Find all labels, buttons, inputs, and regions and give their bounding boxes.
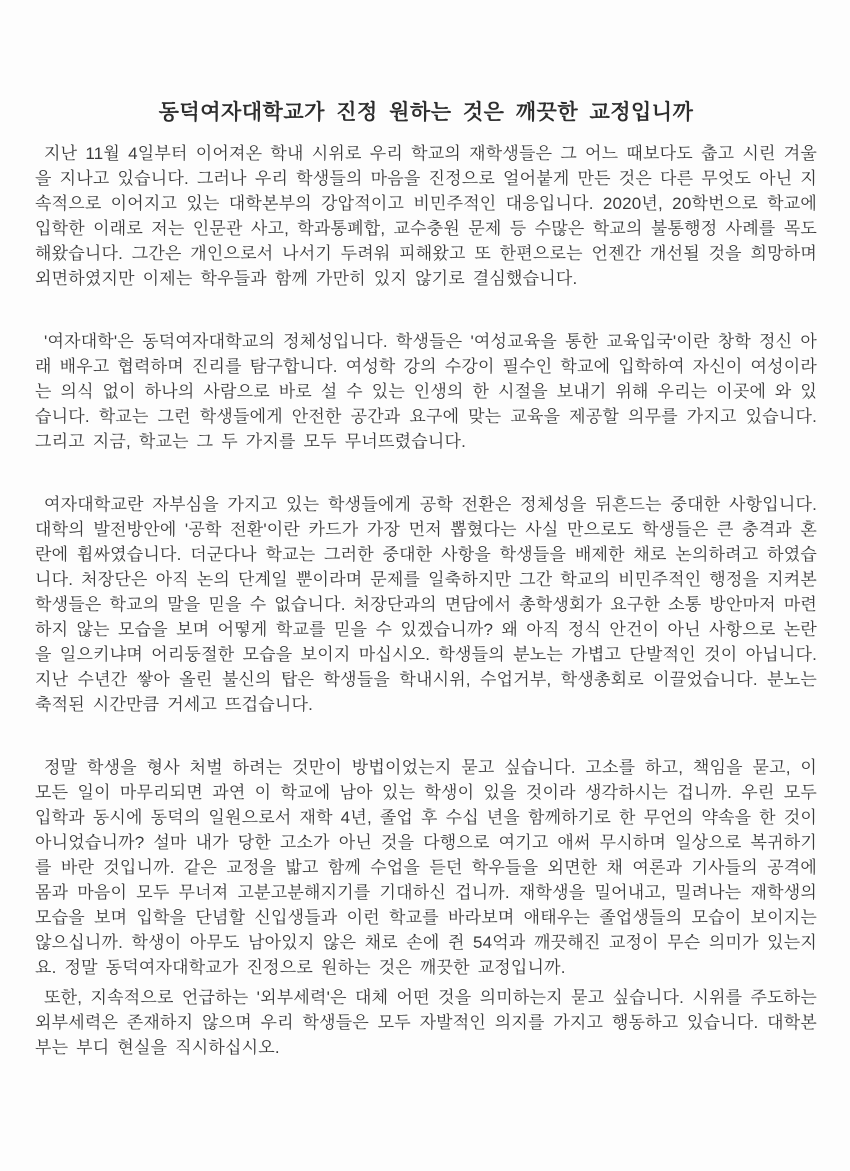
document-title: 동덕여자대학교가 진정 원하는 것은 깨끗한 교정입니까 (158, 101, 694, 124)
paragraph-coed-conversion-anger: 여자대학교란 자부심을 가지고 있는 학생들에게 공학 전환은 정체성을 뒤흔드는 중대한 사항입니다. 대학의 발전방안에 '공학 전환'이란 카드가 가장 먼저 뽑혔다는 사실 만으로도 학생들은 큰 충격과 혼란에 휩싸였습니다. 더군다나 학교는 그러한 중대한 사항을 학생들을 배제한 채로 논의하려고 하였습니다. 처장단은 아직 논의 단계일 뿐이라며 문제를 일축하지만 그간 학교의 비민주적인 행정을 지켜본 학생들은 학교의 말을 믿을 수 없습니다. 처장단과의 면담에서 총학생회가 요구한 소통 방안마저 마련하지 않는 모습을 보며 어떻게 학교를 믿을 수 있겠습니까? 왜 아직 정식 안건이 아닌 사항으로 논란을 일으키냐며 어리둥절한 모습을 보이지 마십시오. 학생들의 분노는 가볍고 단발적인 것이 아닙니다. 지난 수년간 쌓아 올린 불신의 탑은 학생들을 학내시위, 수업거부, 학생총회로 이끌었습니다. 분노는 축적된 시간만큼 거세고 뜨겁습니다. (35, 495, 817, 714)
paragraph-intro-protest: 지난 11월 4일부터 이어져온 학내 시위로 우리 학교의 재학생들은 그 어느 때보다도 춥고 시린 겨울을 지나고 있습니다. 그러나 우리 학생들의 마음을 진정으로 얼어붙게 만든 것은 다른 무엇도 아닌 지속적으로 이어지고 있는 대학본부의 강압적이고 비민주적인 대응입니다. 2020년, 20학번으로 학교에 입학한 이래로 저는 인문관 사고, 학과통폐합, 교수충원 문제 등 수많은 학교의 불통행정 사례를 목도해왔습니다. 그간은 개인으로서 나서기 두려워 피해왔고 또 한편으로는 언젠간 개선될 것을 희망하며 외면하였지만 이제는 학우들과 함께 가만히 있지 않기로 결심했습니다. (35, 144, 817, 288)
paragraph-criminal-punishment-question: 정말 학생을 형사 처벌 하려는 것만이 방법이었는지 묻고 싶습니다. 고소를 하고, 책임을 묻고, 이 모든 일이 마무리되면 과연 이 학교에 남아 있는 학생이 있을 것이라 생각하시는 겁니까. 우린 모두 입학과 동시에 동덕의 일원으로서 재학 4년, 졸업 후 수십 년을 함께하기로 한 무언의 약속을 한 것이 아니었습니까? 설마 내가 당한 고소가 아닌 것을 다행으로 여기고 애써 무시하며 일상으로 복귀하기를 바란 것입니까. 같은 교정을 밟고 함께 수업을 듣던 학우들을 외면한 채 여론과 기사들의 공격에 몸과 마음이 모두 무너져 고분고분해지기를 기대하신 겁니까. 재학생을 밀어내고, 밀려나는 재학생의 모습을 보며 입학을 단념할 신입생들과 이런 학교를 바라보며 애태우는 졸업생들의 모습이 보이지는 않으십니까. 학생이 아무도 남아있지 않은 채로 손에 쥔 54억과 깨끗해진 교정이 무슨 의미가 있는지요. 정말 동덕여자대학교가 진정으로 원하는 것은 깨끗한 교정입니까. (35, 758, 817, 977)
paragraph-outside-forces: 또한, 지속적으로 언급하는 '외부세력'은 대체 어떤 것을 의미하는지 묻고 싶습니다. 시위를 주도하는 외부세력은 존재하지 않으며 우리 학생들은 모두 자발적인 의지를 가지고 행동하고 있습니다. 대학본부는 부디 현실을 직시하십시오. (35, 988, 817, 1057)
paragraph-womens-university-identity: '여자대학'은 동덕여자대학교의 정체성입니다. 학생들은 '여성교육을 통한 교육입국'이란 창학 정신 아래 배우고 협력하며 진리를 탐구합니다. 여성학 강의 수강이 필수인 학교에 입학하여 자신이 여성이라는 의식 없이 하나의 사람으로 바로 설 수 있는 인생의 한 시절을 보내기 위해 우리는 이곳에 와 있습니다. 학교는 그런 학생들에게 안전한 공간과 요구에 맞는 교육을 제공할 의무를 가지고 있습니다. 그리고 지금, 학교는 그 두 가지를 모두 무너뜨렸습니다. (35, 332, 817, 451)
